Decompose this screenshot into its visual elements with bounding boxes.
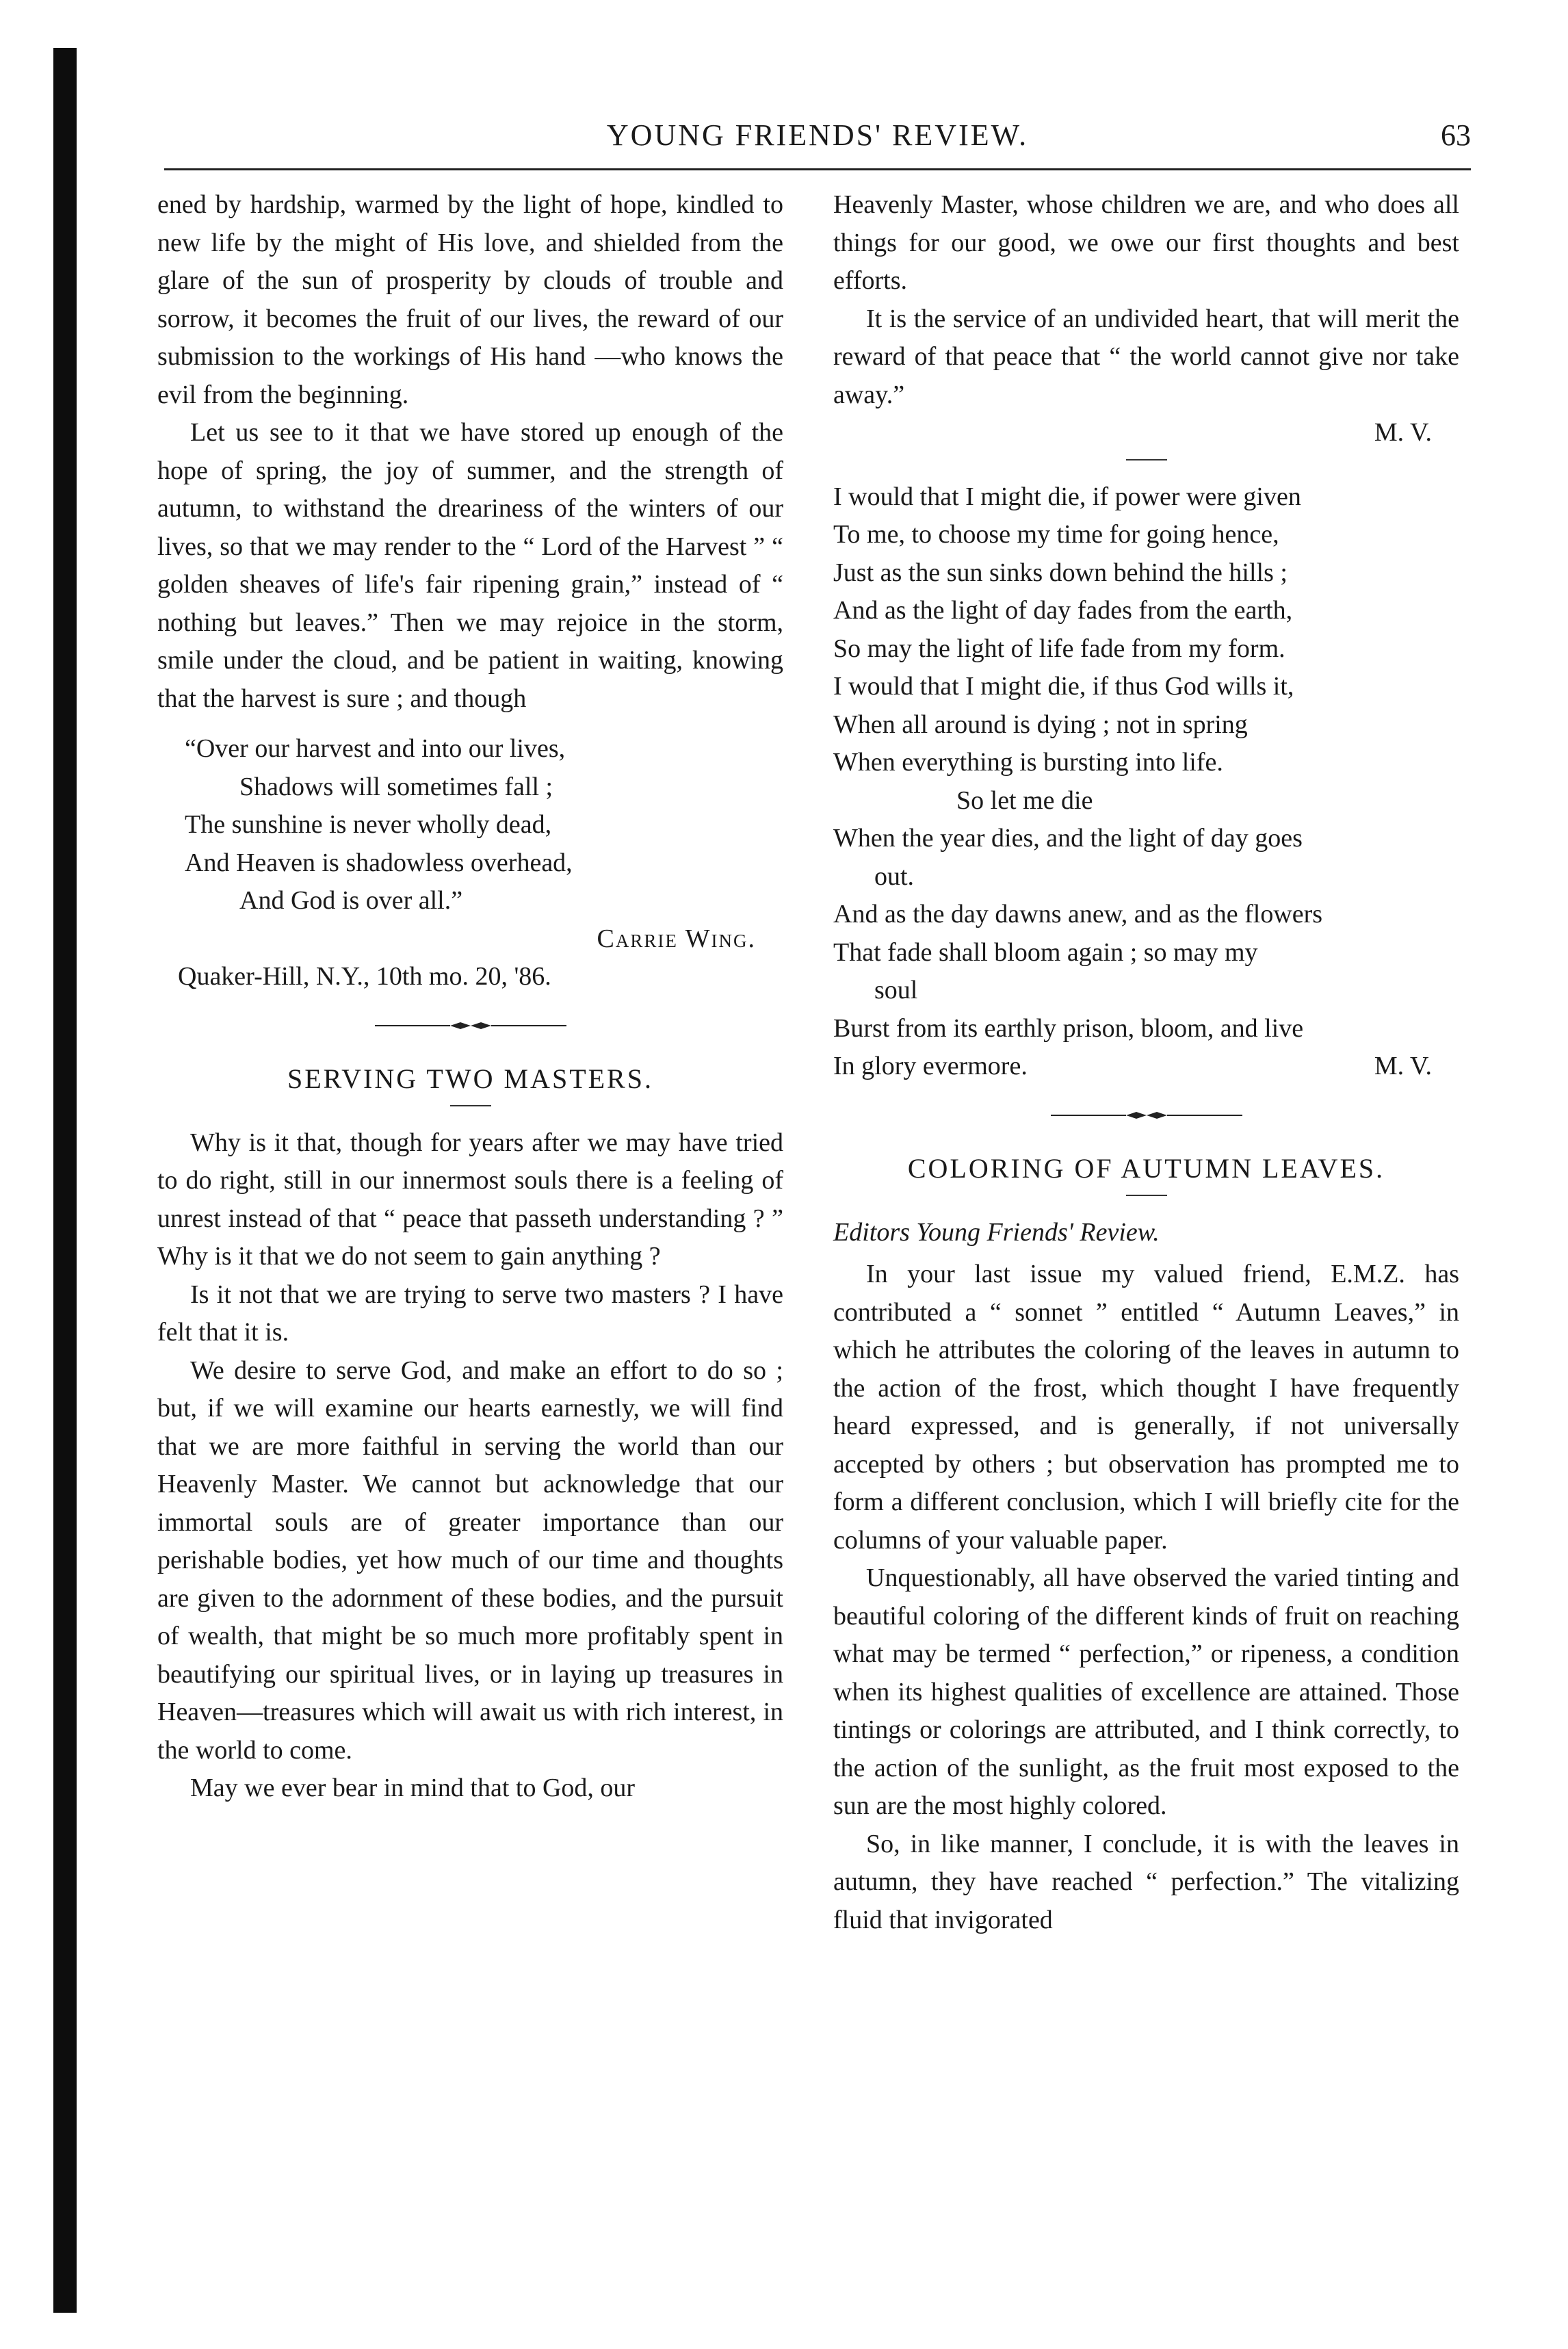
- verse-line: I would that I might die, if thus God wills it,: [833, 672, 1294, 701]
- paragraph: So, in like manner, I conclude, it is with the leaves in autumn, they have reached “ perfection.” The vitalizing fluid that invigorated: [833, 1829, 1459, 1934]
- verse-line: And as the day dawns anew, and as the flowers: [833, 900, 1323, 929]
- paragraph: May we ever bear in mind that to God, our: [190, 1774, 636, 1802]
- binding-edge: [53, 48, 77, 2313]
- verse-line: That fade shall bloom again ; so may my: [833, 937, 1258, 967]
- verse-line: Just as the sun sinks down behind the hills ;: [833, 558, 1288, 587]
- author-initials: M. V.: [1374, 1052, 1432, 1080]
- verse-line: When everything is bursting into life.: [833, 748, 1223, 777]
- verse-line: Burst from its earthly prison, bloom, and live: [833, 1013, 1304, 1043]
- verse-line: And God is over all.”: [239, 886, 463, 915]
- paragraph: We desire to serve God, and make an effort to do so ; but, if we will examine our hearts earnestly, we will find that we are more faithful in serving the world than our Heavenly Master. We cannot but acknowledge that our immortal souls are of greater importance than our perishable bodies, yet how much of our time and thoughts are given to the adornment of these bodies, and the pursuit of wealth, that might be so much more profitably spent in beautifying our spiritual lives, or in laying up treasures in Heaven—treasures which will await us with rich interest, in the world to come.: [157, 1355, 783, 1765]
- verse-line: And Heaven is shadowless overhead,: [185, 848, 573, 877]
- verse-line: And as the light of day fades from the earth,: [833, 596, 1293, 625]
- short-rule: [450, 1105, 491, 1106]
- salutation: Editors Young Friends' Review.: [833, 1217, 1160, 1247]
- verse-line: I would that I might die, if power were given: [833, 482, 1301, 511]
- section-divider-ornament: [833, 1094, 1459, 1132]
- page-number: 63: [1441, 118, 1471, 152]
- paragraph: In your last issue my valued friend, E.M.Z. has contributed a “ sonnet ” entitled “ Autumn Leaves,” in which he attributes the coloring of the leaves in autumn to the action of the frost, which thought I have frequently heard expressed, and is generally, if not universally accepted by others ; but observation has prompted me to form a different conclusion, which I will briefly cite for the columns of your valuable paper.: [833, 1260, 1459, 1555]
- poem: [833, 478, 1459, 1086]
- verse-line: When the year dies, and the light of day goes: [833, 824, 1303, 853]
- author-signature: Carrie Wing.: [597, 924, 756, 953]
- verse-line: So let me die: [956, 786, 1093, 815]
- paragraph: Heavenly Master, whose children we are, and who does all things for our good, we owe our first thoughts and best efforts.: [833, 190, 1459, 295]
- verse-line: When all around is dying ; not in spring: [833, 710, 1248, 739]
- section-divider-ornament: [157, 1004, 783, 1043]
- short-rule: [1126, 1195, 1167, 1196]
- verse-line: So may the light of life fade from my form.: [833, 634, 1285, 663]
- place-date: Quaker-Hill, N.Y., 10th mo. 20, '86.: [178, 962, 551, 991]
- paragraph: Is it not that we are trying to serve two masters ? I have felt that it is.: [157, 1280, 783, 1347]
- verse-last-line: [833, 1048, 1459, 1086]
- quoted-verse: [185, 730, 783, 920]
- short-rule: [1126, 459, 1167, 460]
- left-column: [157, 186, 783, 2307]
- journal-title: YOUNG FRIENDS' REVIEW.: [606, 118, 1029, 152]
- paragraph: Let us see to it that we have stored up enough of the hope of spring, the joy of summer, and the strength of autumn, to withstand the dreariness of the winters of our lives, so that we may render to the “ Lord of the Harvest ” “ golden sheaves of life's fair ripening grain,” instead of “ nothing but leaves.” Then we may rejoice in the storm, smile under the cloud, and be patient in waiting, knowing that the harvest is sure ; and though: [157, 418, 783, 713]
- verse-line: “Over our harvest and into our lives,: [185, 734, 566, 763]
- paragraph: Unquestionably, all have observed the varied tinting and beautiful coloring of the different kinds of fruit on reaching what may be termed “ perfection,” or ripeness, a condition when its highest qualities of excellence are attained. Those tintings or colorings are attributed, and I think correctly, to the action of the sunlight, as the fruit most exposed to the sun are the most highly colored.: [833, 1563, 1459, 1820]
- header-rule: [164, 168, 1471, 170]
- section-title: COLORING OF AUTUMN LEAVES.: [907, 1153, 1385, 1184]
- paragraph: ened by hardship, warmed by the light of hope, kindled to new life by the might of His love, and shielded from the glare of the sun of prosperity by clouds of trouble and sorrow, it becomes the fruit of our lives, the reward of our submission to the workings of His hand —who knows the evil from the beginning.: [157, 190, 783, 409]
- paragraph: Why is it that, though for years after we may have tried to do right, still in our innermost souls there is a feeling of unrest instead of that “ peace that passeth understanding ? ” Why is it that we do not seem to gain anything ?: [157, 1128, 783, 1271]
- right-column: [833, 186, 1459, 2307]
- verse-line: The sunshine is never wholly dead,: [185, 810, 552, 839]
- verse-line: To me, to choose my time for going hence,: [833, 520, 1279, 549]
- verse-line: soul: [874, 976, 918, 1004]
- page-header: [164, 118, 1471, 161]
- verse-line: Shadows will sometimes fall ;: [239, 772, 553, 801]
- verse-line: In glory evermore.: [833, 1052, 1028, 1080]
- section-title: SERVING TWO MASTERS.: [287, 1063, 653, 1094]
- author-initials: M. V.: [1374, 418, 1432, 447]
- paragraph: It is the service of an undivided heart, that will merit the reward of that peace that “ the world cannot give nor take away.”: [833, 304, 1459, 409]
- verse-line: out.: [874, 861, 915, 891]
